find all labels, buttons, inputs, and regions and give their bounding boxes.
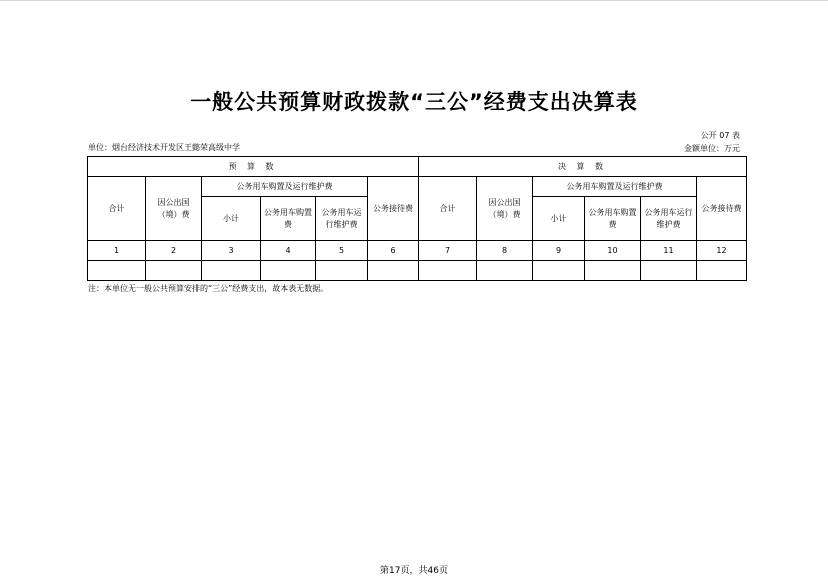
data-cell <box>585 261 641 281</box>
form-number: 公开 07 表 <box>700 131 740 140</box>
data-cell <box>261 261 316 281</box>
page-footer: 第17页，共46页 <box>380 566 448 576</box>
col-number: 7 <box>419 241 477 261</box>
final-vehicle-group-header: 公务用车购置及运行维护费 <box>533 177 697 197</box>
col-number: 11 <box>641 241 697 261</box>
final-header: 决 算 数 <box>419 157 747 177</box>
col-number: 5 <box>316 241 368 261</box>
budget-vehicle-operation-header: 公务用车运行维护费 <box>316 197 368 241</box>
col-number: 3 <box>202 241 261 261</box>
col-number: 8 <box>477 241 533 261</box>
budget-subtotal-header: 小计 <box>202 197 261 241</box>
final-vehicle-operation-header: 公务用车运行维护费 <box>641 197 697 241</box>
col-number: 12 <box>697 241 747 261</box>
data-cell <box>533 261 585 281</box>
final-vehicle-purchase-header: 公务用车购置费 <box>585 197 641 241</box>
budget-total-header: 合计 <box>88 177 146 241</box>
data-cell <box>477 261 533 281</box>
table-note: 注：本单位无一般公共预算安排的“三公”经费支出，故本表无数据。 <box>88 284 329 293</box>
final-abroad-header: 因公出国（境）费 <box>477 177 533 241</box>
data-cell <box>88 261 146 281</box>
col-number: 9 <box>533 241 585 261</box>
unit-label: 单位：烟台经济技术开发区王懿荣高级中学 <box>88 143 240 152</box>
data-cell <box>368 261 419 281</box>
top-border <box>0 0 828 1</box>
three-public-expenses-table <box>87 156 747 281</box>
col-number: 10 <box>585 241 641 261</box>
col-number: 1 <box>88 241 146 261</box>
final-reception-header: 公务接待费 <box>697 177 747 241</box>
amount-unit: 金额单位：万元 <box>684 144 740 153</box>
final-total-header: 合计 <box>419 177 477 241</box>
page-title: 一般公共预算财政拨款“三公”经费支出决算表 <box>190 90 638 114</box>
budget-vehicle-group-header: 公务用车购置及运行维护费 <box>202 177 368 197</box>
budget-reception-header: 公务接待费 <box>368 177 419 241</box>
budget-header: 预 算 数 <box>88 157 419 177</box>
budget-vehicle-purchase-header: 公务用车购置费 <box>261 197 316 241</box>
data-row <box>88 261 747 281</box>
col-number: 2 <box>146 241 202 261</box>
data-cell <box>316 261 368 281</box>
data-cell <box>641 261 697 281</box>
budget-abroad-header: 因公出国（境）费 <box>146 177 202 241</box>
column-number-row <box>88 241 747 261</box>
data-cell <box>697 261 747 281</box>
data-cell <box>146 261 202 281</box>
data-cell <box>202 261 261 281</box>
col-number: 6 <box>368 241 419 261</box>
col-number: 4 <box>261 241 316 261</box>
data-cell <box>419 261 477 281</box>
final-subtotal-header: 小计 <box>533 197 585 241</box>
